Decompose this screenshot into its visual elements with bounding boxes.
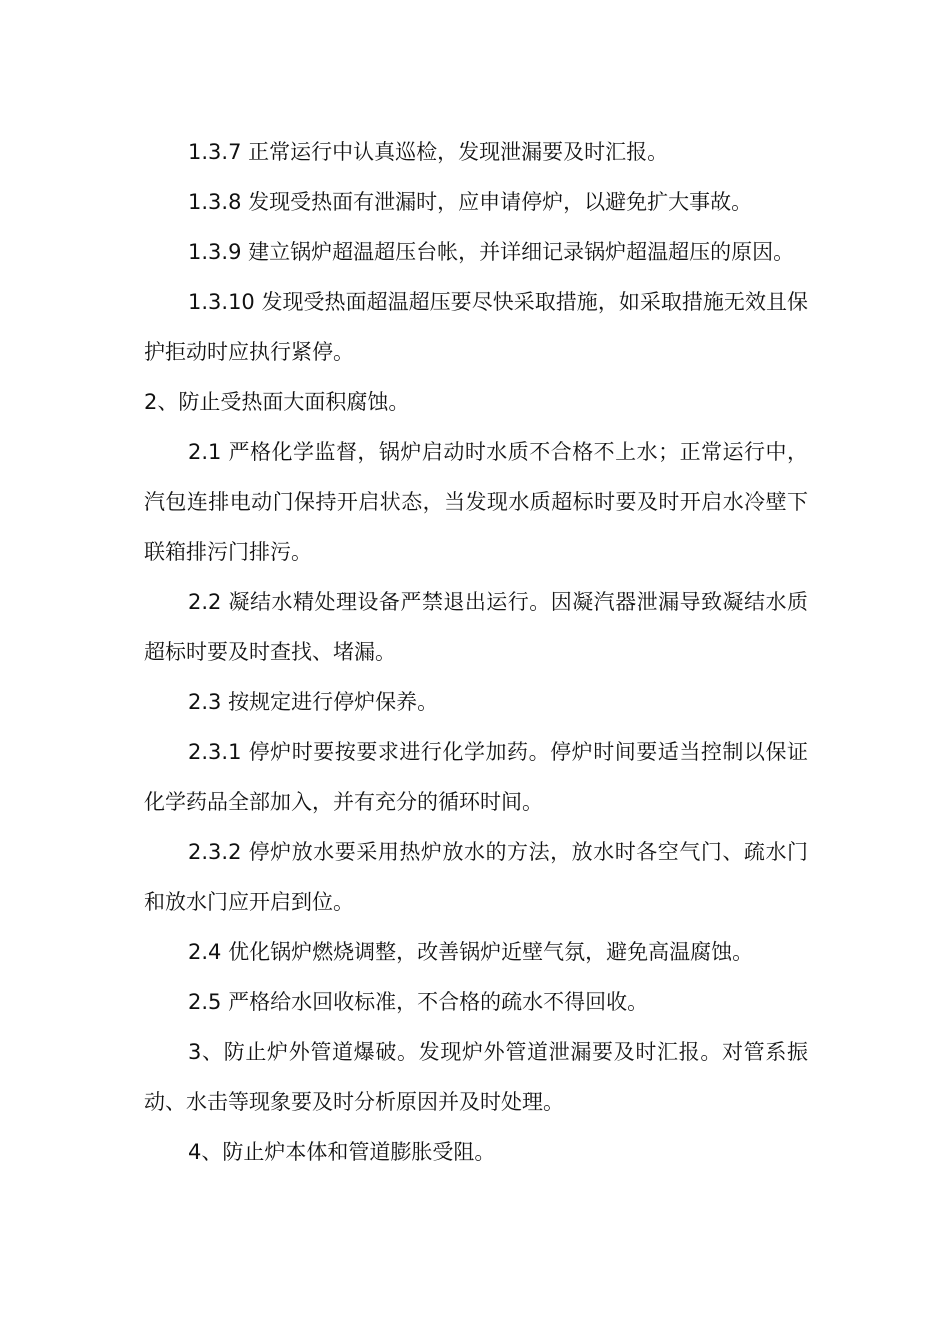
- paragraph-2-3-2: 2.3.2 停炉放水要采用热炉放水的方法，放水时各空气门、疏水门和放水门应开启到位。: [144, 840, 808, 914]
- paragraph-2-5: 2.5 严格给水回收标准，不合格的疏水不得回收。: [188, 990, 649, 1014]
- paragraph-2-2: 2.2 凝结水精处理设备严禁退出运行。因凝汽器泄漏导致凝结水质超标时要及时查找、堵漏。: [144, 590, 808, 664]
- paragraph-4: 4、防止炉本体和管道膨胀受阻。: [188, 1140, 496, 1164]
- paragraph-2-3: 2.3 按规定进行停炉保养。: [188, 690, 439, 714]
- document-body: [144, 127, 808, 1177]
- paragraph-2-4: 2.4 优化锅炉燃烧调整，改善锅炉近壁气氛，避免高温腐蚀。: [188, 940, 754, 964]
- paragraph-1-3-8: 1.3.8 发现受热面有泄漏时，应申请停炉，以避免扩大事故。: [188, 190, 753, 214]
- paragraph-2-3-1: 2.3.1 停炉时要按要求进行化学加药。停炉时间要适当控制以保证化学药品全部加入，并有充分的循环时间。: [144, 740, 808, 814]
- paragraph-3: 3、防止炉外管道爆破。发现炉外管道泄漏要及时汇报。对管系振动、水击等现象要及时分析原因并及时处理。: [144, 1040, 808, 1114]
- paragraph-2-1: 2.1 严格化学监督，锅炉启动时水质不合格不上水；正常运行中，汽包连排电动门保持开启状态，当发现水质超标时要及时开启水冷壁下联箱排污门排污。: [144, 440, 808, 564]
- section-heading-2: 2、防止受热面大面积腐蚀。: [144, 390, 410, 414]
- paragraph-1-3-10: 1.3.10 发现受热面超温超压要尽快采取措施，如采取措施无效且保护拒动时应执行紧停。: [144, 290, 808, 364]
- paragraph-1-3-7: 1.3.7 正常运行中认真巡检，发现泄漏要及时汇报。: [188, 140, 669, 164]
- paragraph-1-3-9: 1.3.9 建立锅炉超温超压台帐，并详细记录锅炉超温超压的原因。: [188, 240, 795, 264]
